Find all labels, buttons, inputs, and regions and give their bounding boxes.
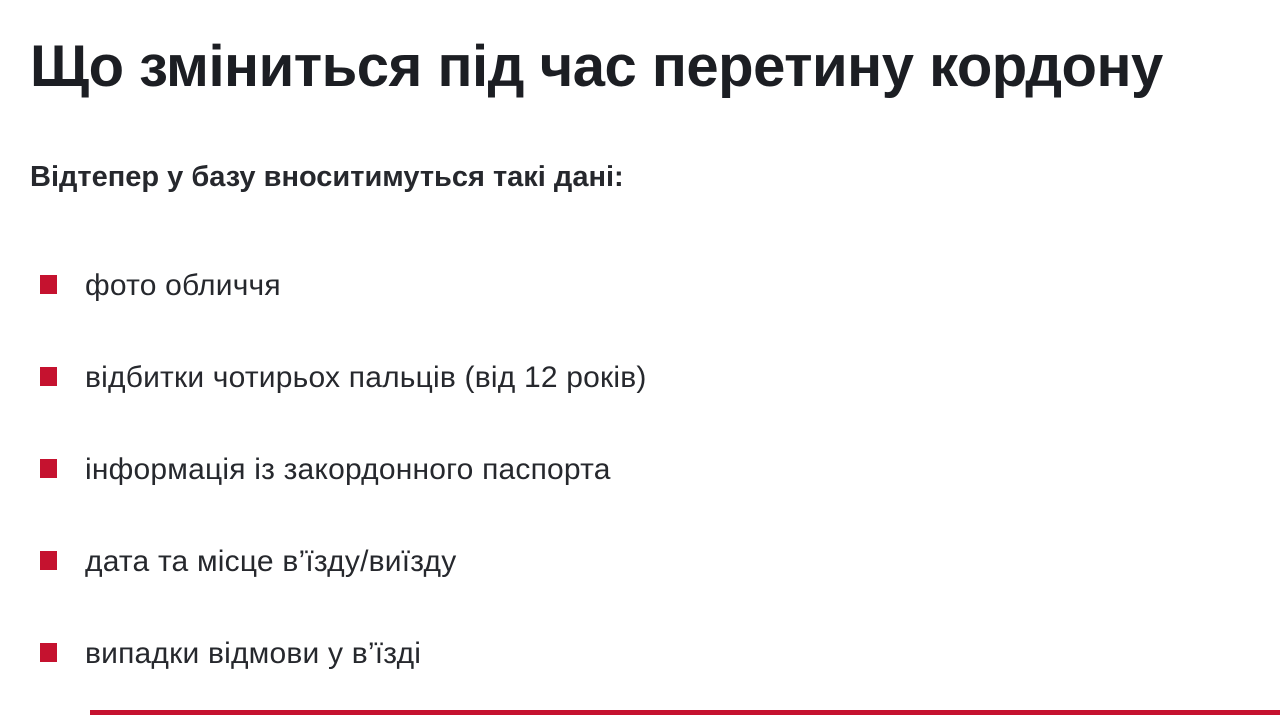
bullet-square-icon (40, 275, 57, 294)
bullet-square-icon (40, 551, 57, 570)
list-item-label: відбитки чотирьох пальців (від 12 років) (85, 360, 647, 394)
page-title: Що зміниться під час перетину кордону (30, 34, 1163, 99)
intro-text: Відтепер у базу вноситимуться такі дані: (30, 160, 624, 193)
bullet-square-icon (40, 367, 57, 386)
data-list (30, 266, 1250, 674)
list-item (40, 542, 1250, 582)
bullet-square-icon (40, 459, 57, 478)
list-item-label: інформація із закордонного паспорта (85, 452, 611, 486)
bottom-accent-bar (90, 710, 1280, 715)
bullet-square-icon (40, 643, 57, 662)
list-item-label: випадки відмови у в’їзді (85, 636, 422, 670)
list-item (40, 266, 1250, 306)
list-item (40, 634, 1250, 674)
list-item-label: фото обличчя (85, 268, 281, 302)
list-item (40, 450, 1250, 490)
list-item-label: дата та місце в’їзду/виїзду (85, 544, 457, 578)
list-item (40, 358, 1250, 398)
